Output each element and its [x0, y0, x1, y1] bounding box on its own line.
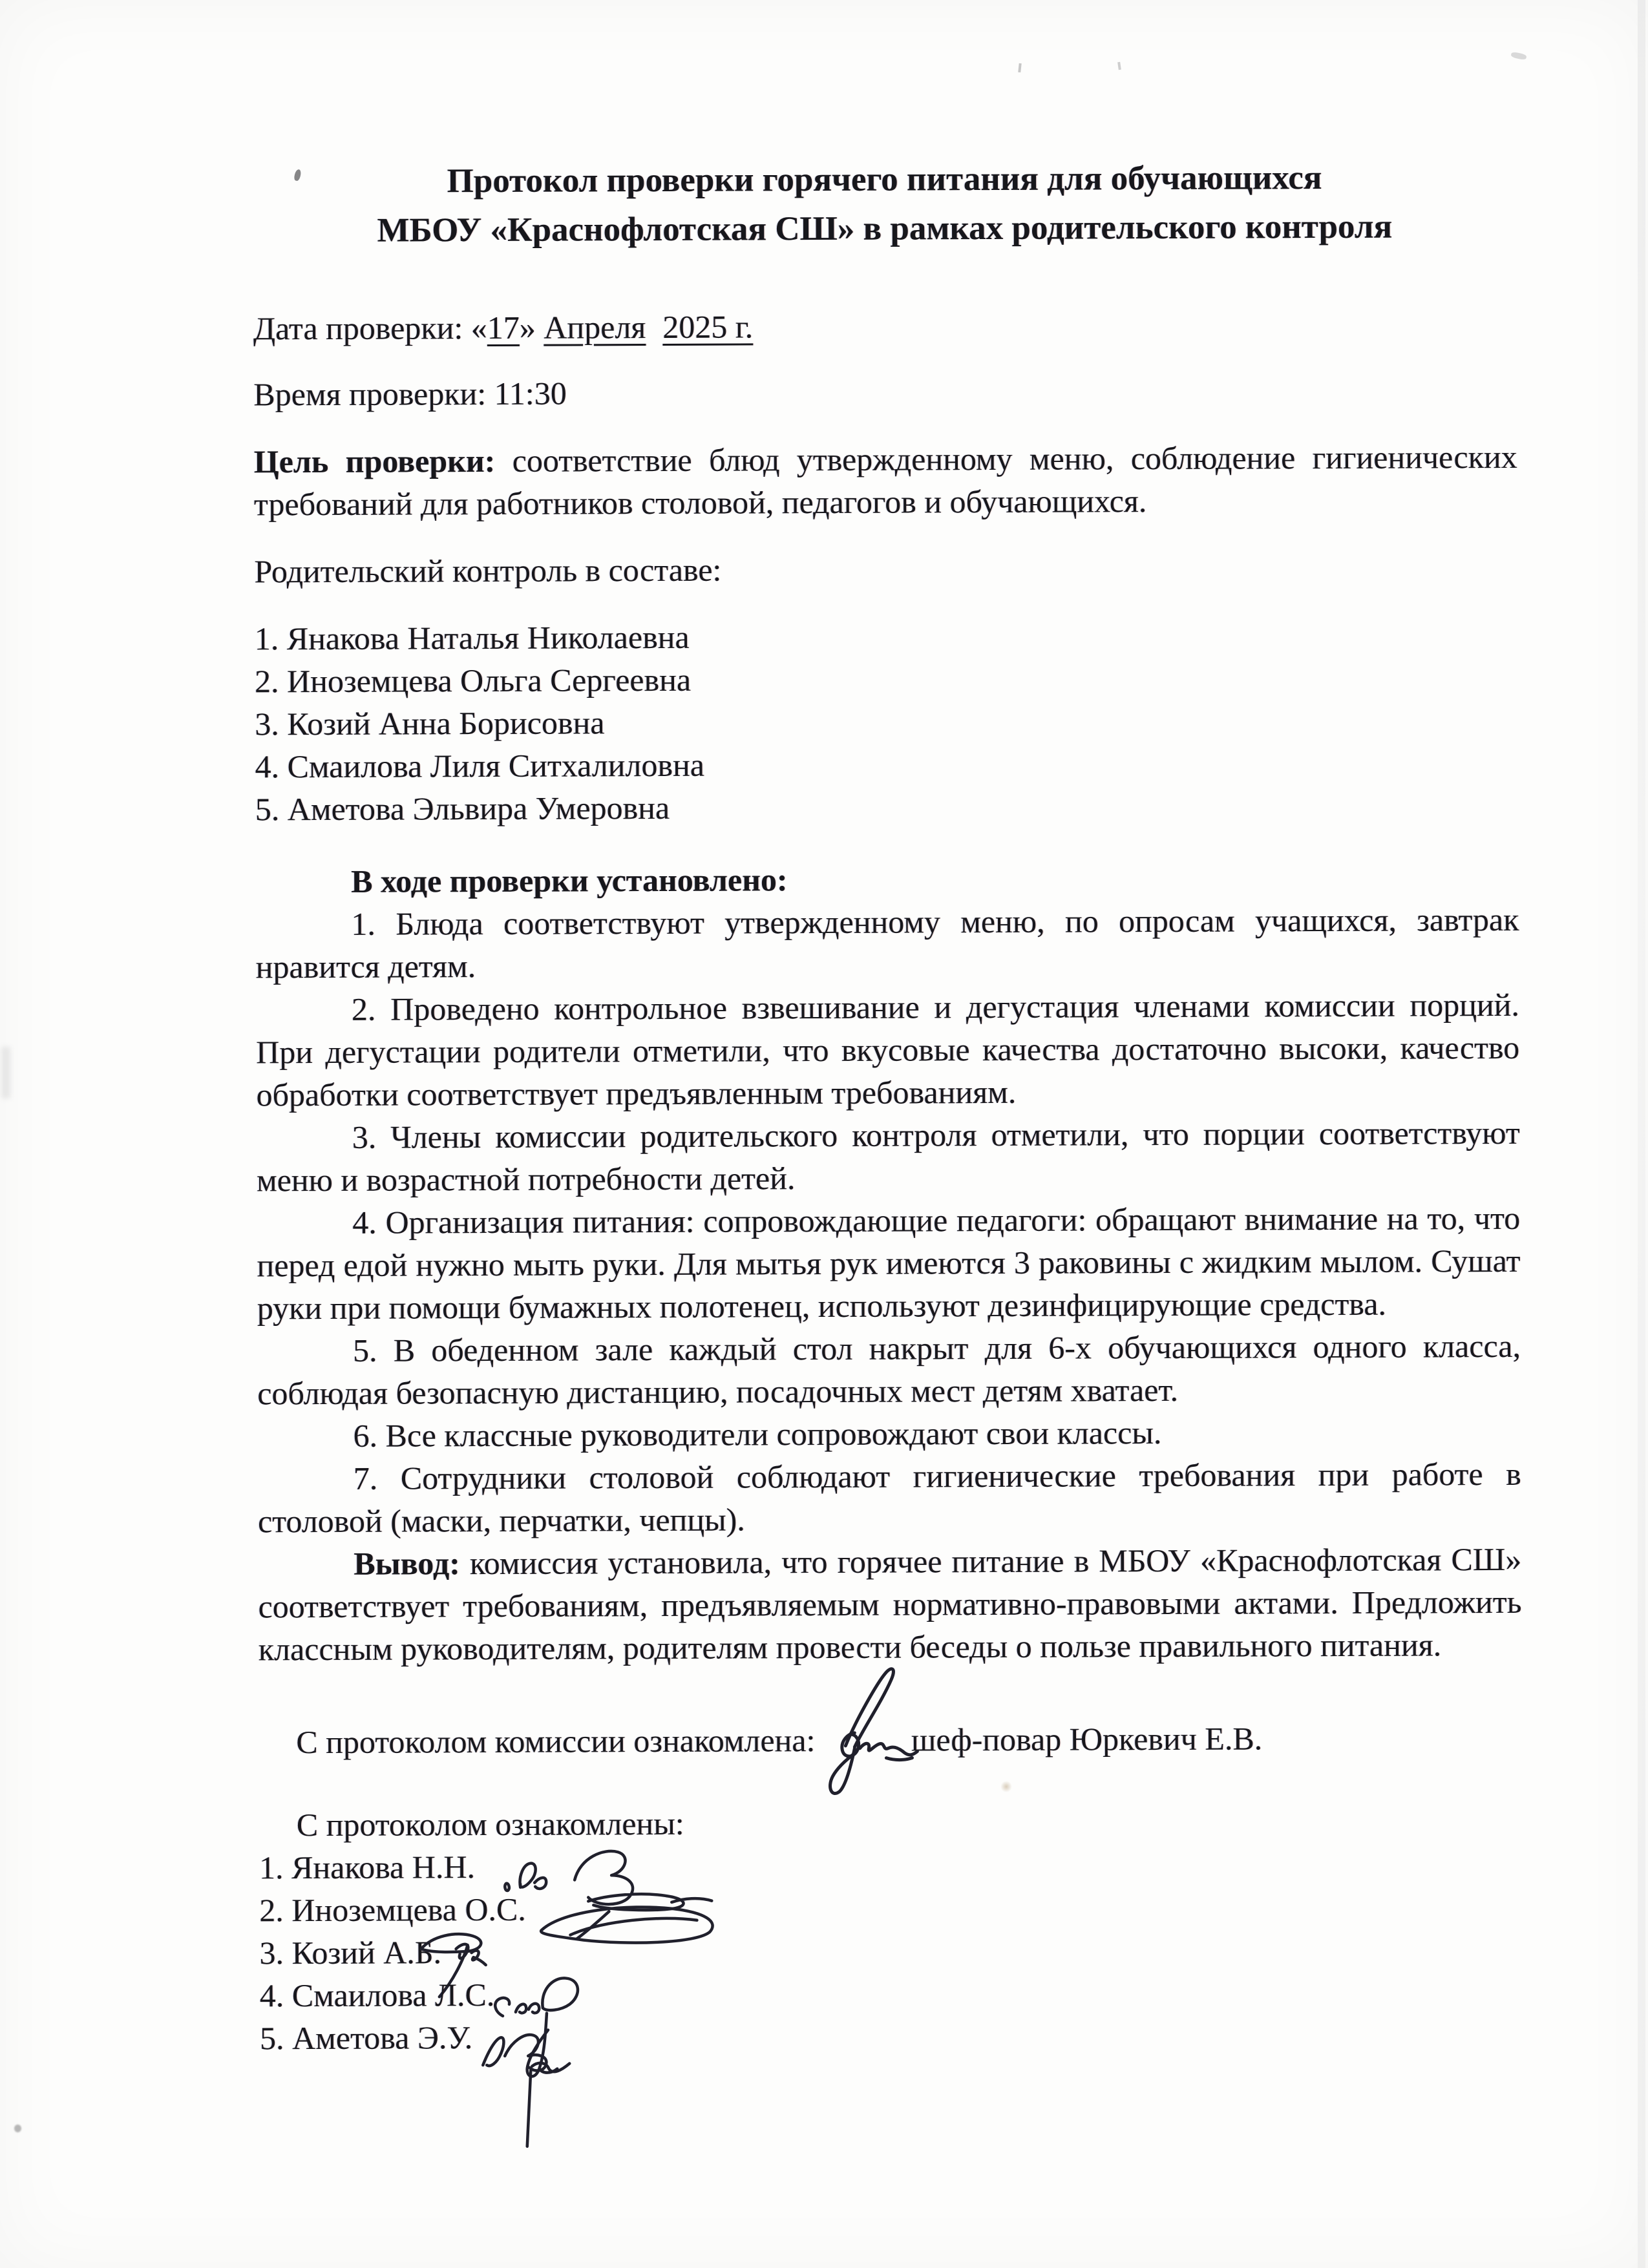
- ack-signer-name: 2. Иноземцева О.С.: [259, 1891, 526, 1929]
- pen-stroke: [829, 1669, 917, 1794]
- ack-signers-list: [259, 1842, 1523, 2060]
- finding-item: 6. Все классные руководители сопровождают свои классы.: [353, 1414, 1162, 1454]
- signature-yurkevich: [820, 1663, 919, 1812]
- scan-artifact: [14, 2125, 21, 2132]
- chef-signature-slot: [823, 1743, 911, 1752]
- finding-item: 2. Проведено контрольное взвешивание и дегустация членами комиссии порций. При дегустации родители отметили, что вкусовые качества достаточно высоки, качество обработки соответствует предъявленным требованиям.: [256, 986, 1520, 1113]
- ack-signer-name: 3. Козий А.Б.: [259, 1934, 442, 1971]
- ack-signer-row: [259, 1927, 1523, 1975]
- inspection-date-line: [253, 302, 1517, 350]
- conclusion-label: Вывод:: [354, 1545, 460, 1582]
- ack-signer-row: [259, 1842, 1523, 1889]
- ack-heading: С протоколом ознакомлены:: [296, 1805, 684, 1843]
- document-title: [253, 152, 1517, 256]
- finding-item: 4. Организация питания: сопровождающие педагоги: обращают внимание на то, что перед едой нужно мыть руки. Для мытья рук имеются 3 раковины с жидким мылом. Сушат руки при помощи бумажных полотенец, используют дезинфицирующие средства.: [257, 1199, 1521, 1327]
- ack-signer-name: 4. Смаилова Л.С.: [259, 1976, 495, 2014]
- date-year-value: 2025 г.: [662, 308, 754, 345]
- title-line-2: МБОУ «Краснофлотская СШ» в рамках родительского контроля: [377, 207, 1393, 249]
- date-label: Дата проверки: «: [253, 310, 487, 347]
- title-line-1: Протокол проверки горячего питания для обучающихся: [447, 159, 1322, 200]
- ack-signer-name: 1. Янакова Н.Н.: [259, 1849, 476, 1886]
- conclusion-text: комиссия установила, что горячее питание в МБОУ «Краснофлотская СШ» соответствует требованиям, предъявляемым нормативно-правовыми актами. Предложить классным руководителям, родителям провести беседы о пользе правильного питания.: [258, 1540, 1530, 1668]
- finding-item: 7. Сотрудники столовой соблюдают гигиенические требования при работе в столовой (маски, перчатки, чепцы).: [257, 1455, 1521, 1540]
- date-close-quote: »: [519, 309, 544, 346]
- chef-title-name: шеф-повар Юркевич Е.В.: [911, 1720, 1263, 1758]
- committee-member: 1. Янакова Наталья Николаевна: [254, 618, 690, 657]
- conclusion-paragraph: [258, 1538, 1530, 1671]
- committee-member: 5. Аметова Эльвира Умеровна: [255, 789, 670, 828]
- committee-member: 3. Козий Анна Борисовна: [255, 704, 605, 742]
- ack-signer-row: [260, 1969, 1523, 2017]
- purpose-label: Цель проверки:: [253, 442, 496, 480]
- finding-item: 3. Члены комиссии родительского контроля отметили, что порции соответствуют меню и возрастной потребности детей.: [256, 1114, 1520, 1199]
- chef-ack-text: С протоколом комиссии ознакомлена:: [296, 1722, 824, 1761]
- ack-signer-row: [260, 2012, 1523, 2060]
- purpose-paragraph: [253, 436, 1526, 526]
- finding-item: 5. В обеденном зале каждый стол накрыт для 6-х обучающихся одного класса, соблюдая безопасную дистанцию, посадочных мест детям хватает.: [257, 1327, 1521, 1412]
- ack-signer-row: [259, 1884, 1523, 1932]
- date-day-value: 17: [487, 309, 520, 346]
- inspection-time-line: Время проверки: 11:30: [253, 375, 567, 413]
- findings-heading: В ходе проверки установлено:: [351, 861, 788, 899]
- pen-stroke: [483, 2035, 570, 2147]
- committee-members-list: [255, 613, 1519, 831]
- committee-heading: Родительский контроль в составе:: [254, 551, 722, 590]
- date-month-value: Апреля: [544, 309, 646, 346]
- finding-item: 1. Блюда соответствуют утвержденному меню, по опросам учащихся, завтрак нравится детям.: [255, 901, 1519, 985]
- signature-ametova: [474, 2023, 585, 2153]
- ack-signer-name: 5. Аметова Э.У.: [259, 2019, 473, 2057]
- committee-member: 4. Смаилова Лиля Ситхалиловна: [255, 746, 705, 785]
- findings-section: [255, 856, 1530, 1670]
- committee-member: 2. Иноземцева Ольга Сергеевна: [254, 661, 692, 700]
- purpose-text: соответствие блюд утвержденному меню, соблюдение гигиенических требований для работников столовой, педагогов и обучающихся.: [253, 438, 1526, 523]
- chef-ack-line: [259, 1716, 1522, 1764]
